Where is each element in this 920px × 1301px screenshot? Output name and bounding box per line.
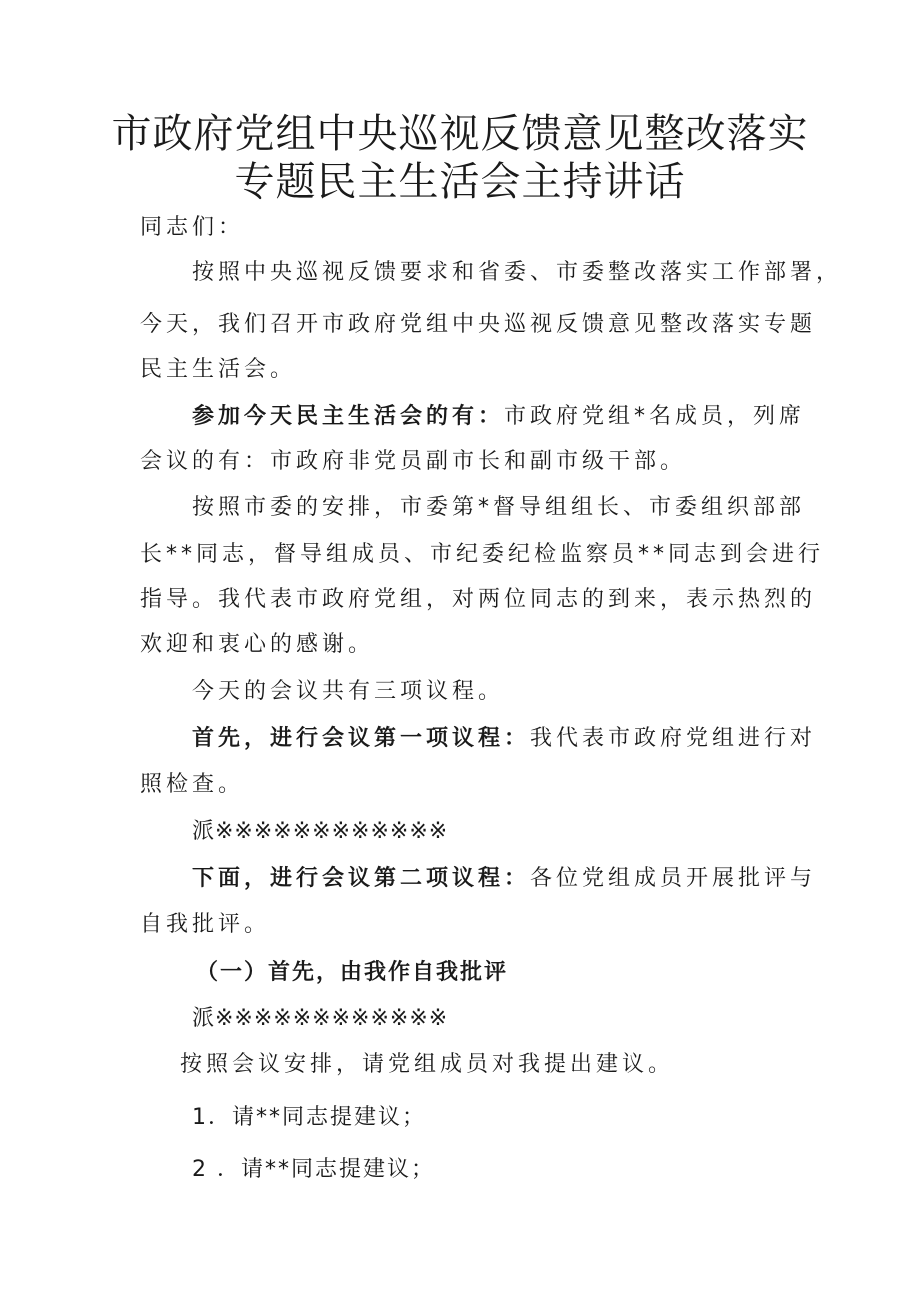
paragraph-6-lead: 下面，进行会议第二项议程： <box>192 866 531 891</box>
paragraph-5-lead: 首先，进行会议第一项议程： <box>192 726 531 751</box>
document-title-line-2: 专题民主生活会主持讲话 <box>234 159 686 205</box>
placeholder-text-1: 派※※※※※※※※※※※※ <box>192 819 449 844</box>
paragraph-3-line-4: 欢迎和衷心的感谢。 <box>140 632 375 657</box>
paragraph-6-line-2: 自我批评。 <box>140 912 271 937</box>
list-item-1: 1．请**同志提建议； <box>192 1105 426 1130</box>
paragraph-2-line-1 <box>192 402 805 432</box>
paragraph-3-line-3: 指导。我代表市政府党组，对两位同志的到来，表示热烈的 <box>140 587 817 612</box>
paragraph-3-line-2: 长**同志，督导组成员、市纪委纪检监察员**同志到会进行 <box>140 542 825 567</box>
paragraph-6-line-1 <box>192 864 816 894</box>
paragraph-4: 今天的会议共有三项议程。 <box>192 679 505 704</box>
list-item-2: 2 ．请**同志提建议； <box>192 1157 435 1182</box>
paragraph-5-line-1 <box>192 724 816 754</box>
paragraph-2-line-1-text: 市政府党组*名成员，列席 <box>504 404 806 429</box>
paragraph-1-line-2: 今天，我们召开市政府党组中央巡视反馈意见整改落实专题 <box>140 312 817 337</box>
placeholder-text-2: 派※※※※※※※※※※※※ <box>192 1006 449 1031</box>
paragraph-2-lead: 参加今天民主生活会的有： <box>192 404 505 429</box>
paragraph-5-line-1-text: 我代表市政府党组进行对 <box>530 726 817 751</box>
paragraph-5-line-2: 照检查。 <box>140 772 245 797</box>
subheading-1: （一）首先，由我作自我批评 <box>196 960 509 985</box>
document-title-line-1: 市政府党组中央巡视反馈意见整改落实 <box>111 111 809 157</box>
paragraph-7: 按照会议安排，请党组成员对我提出建议。 <box>180 1052 675 1077</box>
paragraph-1-line-1: 按照中央巡视反馈要求和省委、市委整改落实工作部署， <box>192 260 843 285</box>
paragraph-6-line-1-text: 各位党组成员开展批评与 <box>530 866 817 891</box>
paragraph-3-line-1: 按照市委的安排，市委第*督导组组长、市委组织部部 <box>192 495 806 520</box>
paragraph-2-line-2: 会议的有：市政府非党员副市长和副市级干部。 <box>140 449 687 474</box>
paragraph-1-line-3: 民主生活会。 <box>140 357 297 382</box>
salutation: 同志们： <box>140 215 245 240</box>
